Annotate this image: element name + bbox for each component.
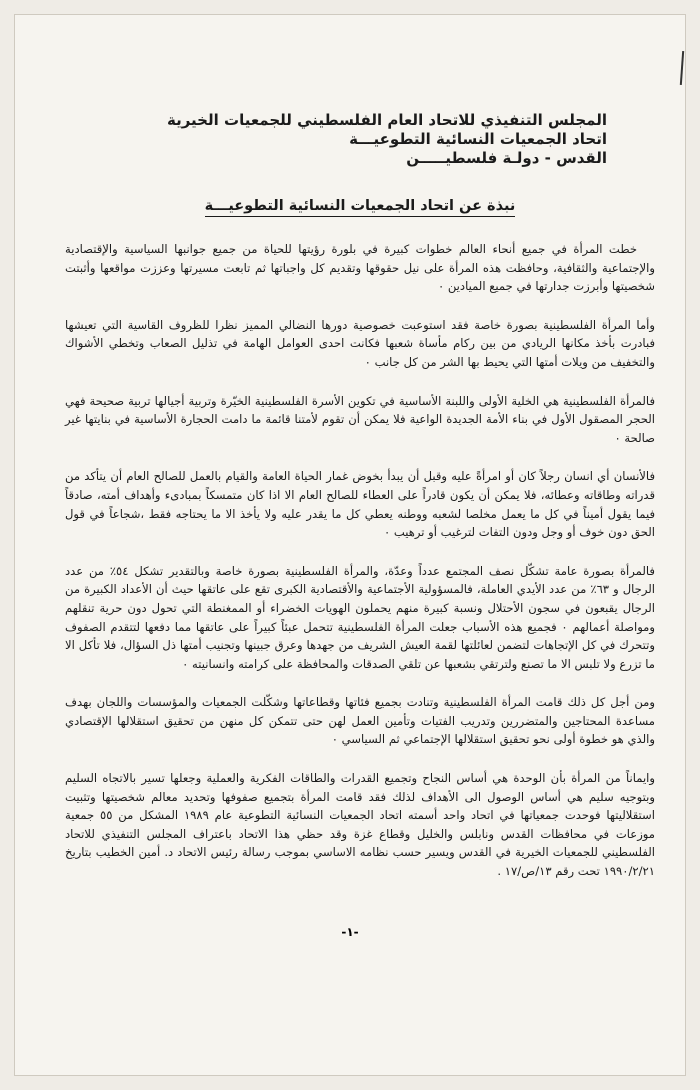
corner-pen-mark xyxy=(680,51,684,85)
document-page xyxy=(14,14,686,1076)
body-paragraph: فالمرأة الفلسطينية هي الخلية الأولى واللبنة الأساسية في تكوين الأسرة الفلسطينية الخيّرة وتربية أجيالها تربية صحيحة فهي الحجر المصقول الأول في بناء الأمة الجديدة الواعية فلا يمكن أن تقوم لأمتنا قائمة ما دامت الحجارة الأساسية في بنايتها غير صالحة ٠ xyxy=(65,393,655,445)
letterhead-line: اتحاد الجمعيات النسائية التطوعيـــة xyxy=(349,130,607,148)
body-paragraph: فالأنسان أي انسان رجلاً كان أو امرأةً عليه وقبل أن يبدأ بخوض غمار الحياة العامة والقيام بالعمل للصالح العام أن يتأكد من قدراته وطاقاته وعطائه، فلا يمكن أن يكون قادراً على العطاء للصالح العام الا اذا كان متمسكاً بمبادىء وأهداف أمته، صادقاً فيما يقول أميناً في كل ما يعمل مخلصا لشعبه ووطنه يعطي كل ما يقدر عليه ولا يأخذ الا ما يحتاجه فقط ،شجاعاً في قول الحق دون خوف أو وجل ودون التفات لترغيب أو ترهيب ٠ xyxy=(65,469,655,540)
letterhead xyxy=(65,111,655,168)
page-number: -١- xyxy=(341,925,359,939)
body-paragraph: وأما المرأة الفلسطينية بصورة خاصة فقد استوعبت خصوصية دورها النضالي المميز نظرا للظروف القاسية التي تعيشها فبادرت بأخذ مكانها الريادي من بين ركام مأساة شعبها فكانت احدى العوامل الهامة في تذليل الصعاب وتخطي الأشواك والتخفيف من ويلات أمتها التي يحيط بها الشر من كل جانب ٠ xyxy=(65,317,655,369)
body-paragraph: وايماناً من المرأة بأن الوحدة هي أساس النجاح وتجميع القدرات والطاقات الفكرية والعملية وجعلها تسير بالاتجاه السليم وبتوجيه سليم هي أساس الوصول الى الأهداف لذلك فقد قامت المرأة بتجميع صفوفها وتحديد معالم شخصيتها وتثبيت استقلاليتها فوحدت جمعياتها في اتحاد واحد أسمته اتحاد الجمعيات النسائية التطوعية عام ١٩٨٩ المشكل من ٥٥ جمعية موزعات في محافظات القدس ونابلس والخليل وقطاع غزة وقد حظي هذا الاتحاد باعتراف المجلس التنفيذي للاتحاد الفلسطيني للجمعيات الخيرية في القدس ويسير حسب نظامه الاساسي بموجب رسالة رئيس الاتحاد د. أمين الخطيب بتاريخ ١٩٩٠/٢/٢١ تحت رقم ١٣/ص/١٧ . xyxy=(65,771,655,879)
letterhead-line: المجلس التنفيذي للاتحاد العام الفلسطيني للجمعيات الخيرية xyxy=(167,111,607,129)
document-body xyxy=(65,240,655,881)
document-content xyxy=(65,111,655,901)
document-title xyxy=(65,198,655,214)
letterhead-line: القدس - دولـة فلسطيـــــن xyxy=(406,149,607,167)
document-title-text: نبذة عن اتحاد الجمعيات النسائية التطوعيـــة xyxy=(205,198,516,217)
body-paragraph: خطت المرأة في جميع أنحاء العالم خطوات كبيرة في بلورة رؤيتها للحياة من جميع جوانبها السياسية والإقتصادية والإجتماعية والثقافية، وحافظت هذه المرأة على نيل حقوقها وتقديم كل واجباتها ثم تابعت مسيرتها وعززت مواقعها وأثبتت شخصيتها وأبرزت جدارتها في جميع الميادين ٠ xyxy=(65,242,655,294)
body-paragraph: فالمرأة بصورة عامة تشكّل نصف المجتمع عدداً وعدّة، والمرأة الفلسطينية بصورة خاصة وبالتقدير تشكل ٥٤٪ من عدد الرجال و ٦٣٪ من عدد الأيدي العاملة، فالمسؤولية الأجتماعية والأقتصادية الكبرى تقع على عاتقها حيث أن الأعداد الكبيرة من الرجال يقبعون في سجون الأحتلال ونسبة كبيرة منهم يحملون الهويات الخضراء أو الممغنطة التي تحول دون حرية تنقلهم ومواصلة أعمالهم ٠ فجميع هذه الأسباب جعلت المرأة الفلسطينية تتحمل عبئاً كبيراً على عاتقها مما دفعها لتتقدم الصفوف وتتحرك في كل الإتجاهات لتضمن لعائلتها لقمة العيش الشريف من جهدها وعرق جبينها وتجنيب أمتها ذل السؤال، فلا تأكل الا ما تزرع ولا تلبس الا ما تصنع ولترتقي بشعبها عن تلقي الصدقات والمحافظة على كرامته وانسانيته ٠ xyxy=(65,563,655,671)
body-paragraph: ومن أجل كل ذلك قامت المرأة الفلسطينية وتنادت بجميع فئاتها وقطاعاتها وشكّلت الجمعيات والمؤسسات واللجان بهدف مساعدة المحتاجين والمتضررين وتدريب الفتيات وتأمين العمل لهن حتى تتمكن كل منهن من تحقيق استقلالها الإقتصادي والذي هو خطوة أولى نحو تحقيق استقلالها الإجتماعي ثم السياسي ٠ xyxy=(65,695,655,747)
